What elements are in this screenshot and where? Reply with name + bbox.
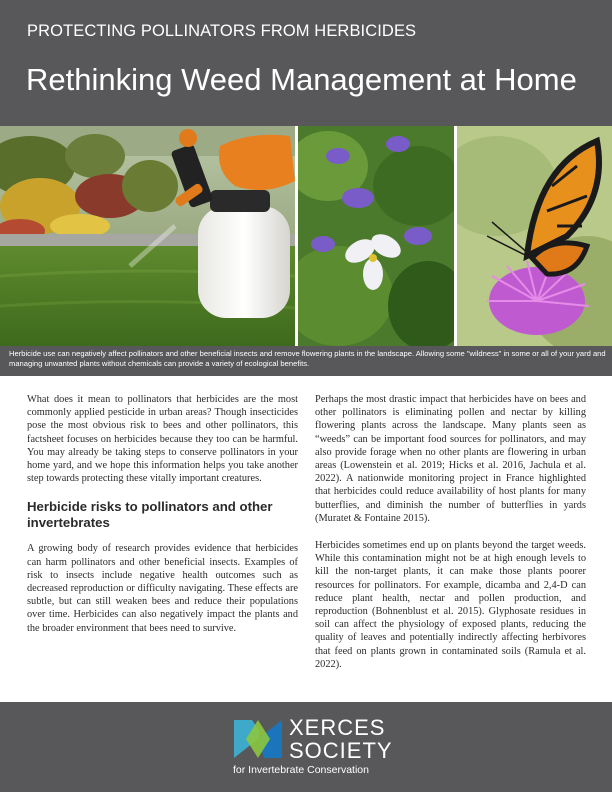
series-kicker: PROTECTING POLLINATORS FROM HERBICIDES: [27, 22, 417, 40]
monarch-butterfly-on-thistle-icon: [457, 126, 612, 346]
drift-paragraph: Herbicides sometimes end up on plants beyond the target weeds. While this contamination might not be at high enough levels to kill the non-target plants, it can make those plants poorer resources for pollinators. For example, dicamba and 2,4-D can reduce plant health, nectar and pollen production, and reproduction (Bohnenblust et al. 2015). Glyphosate residues in soil can affect the physiology of exposed plants, reducing the quality of leaves and potentially indirectly affecting herbivores that feed on plants grown in contaminated soils (Ramula et al. 2022).: [315, 540, 586, 670]
logo-wordmark-line2: SOCIETY: [289, 738, 393, 763]
violet-flowers-icon: [298, 126, 454, 346]
herbicide-sprayer-on-lawn-icon: [0, 126, 295, 346]
section-heading: Herbicide risks to pollinators and other invertebrates: [27, 499, 273, 531]
impact-paragraph: Perhaps the most drastic impact that herbicides have on bees and other pollinators is eliminating pollen and nectar by killing flowering plants across the landscape. Many plants seen as “weeds” can be important food sources for pollinators, and may also provide forage when no other plants are flowering in urban areas (Lowenstein et al. 2019; Hicks et al. 2016, Jachula et al. 2022). A nationwide monitoring project in France highlighted that herbicides could reduce availability of host plants for many butterflies, and diminish the number of butterflies in yards (Muratet & Fontaine 2015).: [315, 394, 586, 524]
herbicide-sprayer-photo: [0, 126, 295, 346]
right-column: [315, 393, 586, 671]
butterfly-photo: [457, 126, 612, 346]
violet-flowers-photo: [298, 126, 454, 346]
logo-wordmark-line1: XERCES: [289, 715, 386, 740]
risks-paragraph: A growing body of research provides evidence that herbicides can harm pollinators and other beneficial insects. Examples of risk to insects include negative health outcomes such as decreased reproduction or difficulty navigating. These effects are subtle, but can still weaken bees and reduce their populations over time. Herbicides can also negatively impact the plants and the broader environment that bees need to survive.: [27, 543, 298, 634]
logo-tagline: for Invertebrate Conservation: [233, 764, 369, 776]
paragraph-gap: [315, 525, 586, 539]
page-title: Rethinking Weed Management at Home: [26, 62, 577, 97]
header-banner: [0, 0, 612, 126]
photo-caption: Herbicide use can negatively affect pollinators and other beneficial insects and remove flowering plants in the landscape. Allowing some "wildness" in some or all of your yard and managing unwanted plants without chemicals can provide a variety of ecological benefits.: [0, 346, 612, 376]
xerces-logo-icon: [232, 718, 284, 760]
intro-paragraph: What does it mean to pollinators that herbicides are the most commonly applied pesticide in urban areas? Though insecticides pose the most obvious risk to bees and other pollinators, this factsheet focuses on herbicides because they too can be harmful. You may already be taking steps to conserve pollinators in your home yard, and we hope this information helps you take another step towards protecting these vitally important creatures.: [27, 394, 298, 485]
left-column: [27, 393, 298, 635]
photo-strip: [0, 126, 612, 346]
